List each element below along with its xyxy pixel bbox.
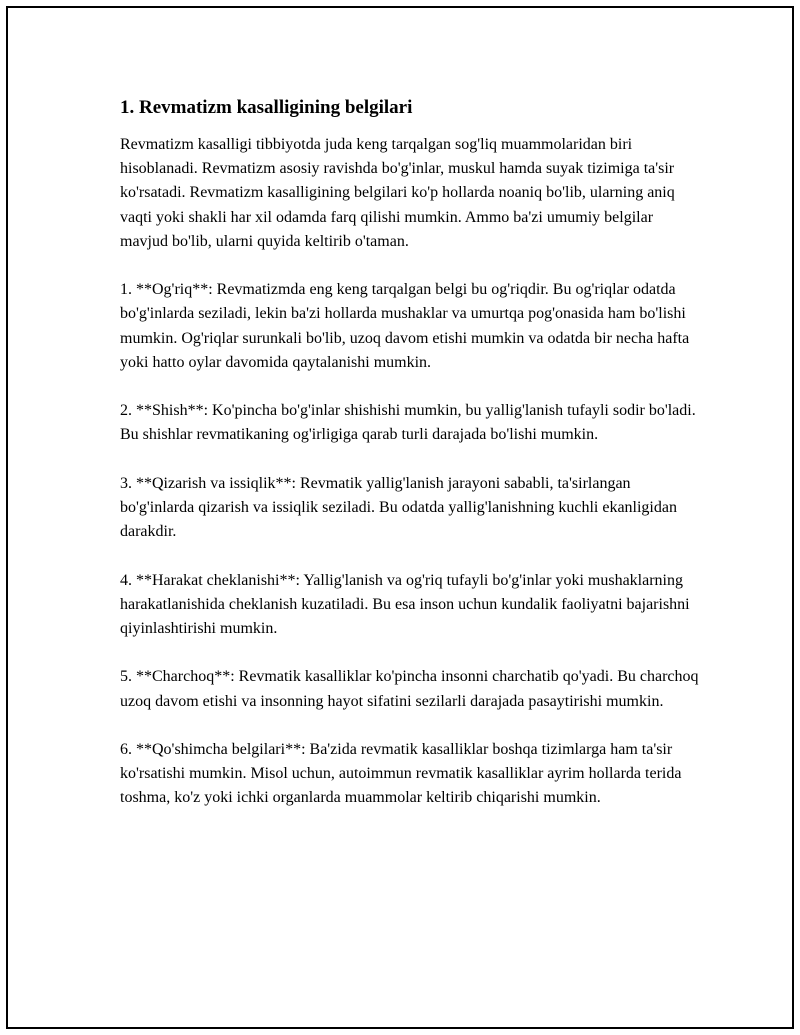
intro-paragraph: Revmatizm kasalligi tibbiyotda juda keng tarqalgan sog'liq muammolaridan biri hisoblanadi. Revmatizm asosiy ravishda bo'g'inlar, muskul hamda suyak tizimiga ta'sir ko'rsatadi. Revmatizm kasalligining belgilari ko'p hollarda noaniq bo'lib, ularning aniq vaqti yoki shakli har xil odamda farq qilishi mumkin. Ammo ba'zi umumiy belgilar mavjud bo'lib, ularni quyida keltirib o'taman. (120, 136, 675, 250)
symptom-swelling-paragraph: 2. **Shish**: Ko'pincha bo'g'inlar shishishi mumkin, bu yallig'lanish tufayli sodir bo'ladi. Bu shishlar revmatikaning og'irligiga qarab turli darajada bo'lishi mumkin. (120, 402, 696, 444)
symptom-redness-paragraph: 3. **Qizarish va issiqlik**: Revmatik yallig'lanish jarayoni sababli, ta'sirlangan bo'g'inlarda qizarish va issiqlik seziladi. Bu odatda yallig'lanishning kuchli ekanligidan darakdir. (120, 474, 677, 541)
page-frame (6, 6, 794, 1029)
document-body (120, 96, 700, 811)
symptom-additional-paragraph: 6. **Qo'shimcha belgilari**: Ba'zida revmatik kasalliklar boshqa tizimlarga ham ta'sir ko'rsatishi mumkin. Misol uchun, autoimmun revmatik kasalliklar ayrim hollarda terida toshma, ko'z yoki ichki organlarda muammolar keltirib chiqarishi mumkin. (120, 740, 682, 807)
symptom-fatigue-paragraph: 5. **Charchoq**: Revmatik kasalliklar ko'pincha insonni charchatib qo'yadi. Bu charchoq uzoq davom etishi va insonning hayot sifatini sezilarli darajada pasaytirishi mumkin. (120, 668, 699, 710)
symptom-movement-paragraph: 4. **Harakat cheklanishi**: Yallig'lanish va og'riq tufayli bo'g'inlar yoki mushaklarning harakatlanishida cheklanish kuzatiladi. Bu esa inson uchun kundalik faoliyatni bajarishni qiyinlashtirishi mumkin. (120, 571, 690, 637)
symptom-pain-paragraph: 1. **Og'riq**: Revmatizmda eng keng tarqalgan belgi bu og'riqdir. Bu og'riqlar odatda bo'g'inlarda seziladi, lekin ba'zi hollarda mushaklar va umurtqa pog'onasida ham bo'lishi mumkin. Og'riqlar surunkali bo'lib, uzoq davom etishi mumkin va odatda bir necha hafta yoki hatto oylar davomida qaytalanishi mumkin. (120, 281, 690, 371)
section-heading: 1. Revmatizm kasalligining belgilari (120, 97, 413, 118)
